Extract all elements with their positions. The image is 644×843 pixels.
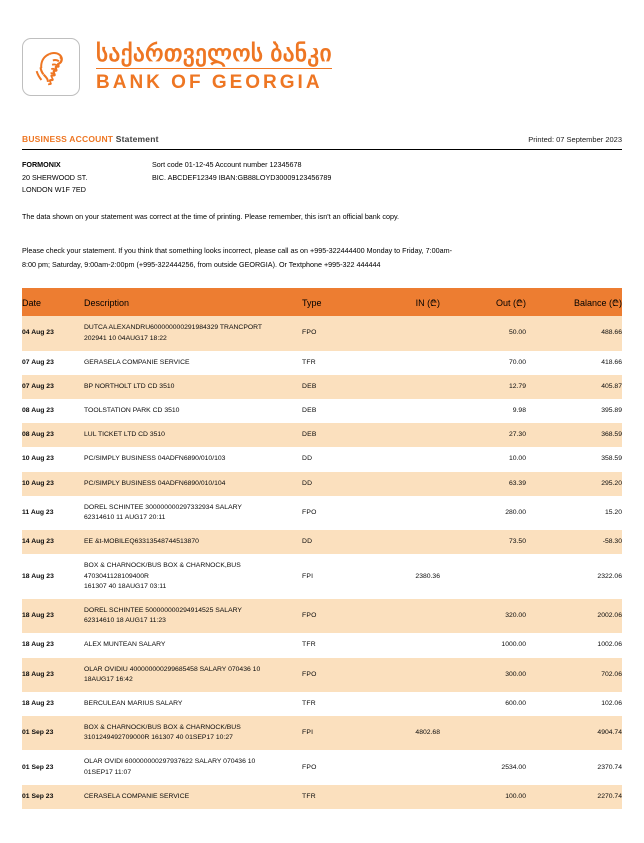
cell-description <box>84 375 302 399</box>
description-line-1: OLAR OVIDIU 400000000299685458 SALARY 070436 10 <box>84 665 261 673</box>
cell-balance: 2270.74 <box>526 785 622 809</box>
brand-name-georgian: საქართველოს ბანკი <box>96 39 333 66</box>
cell-description <box>84 423 302 447</box>
description-line-1: EE &t-MOBILEQ63313548744513870 <box>84 538 199 546</box>
description-line-1: DOREL SCHINTEE 300000000297332934 SALARY <box>84 503 242 511</box>
description-line-1: PC/SIMPLY BUSINESS 04ADFN6890/010/104 <box>84 479 226 487</box>
cell-date: 10 Aug 23 <box>22 447 84 471</box>
description-line-1: CERASELA COMPANIE SERVICE <box>84 792 190 800</box>
cell-in <box>354 750 440 784</box>
cell-date: 18 Aug 23 <box>22 633 84 657</box>
cell-description <box>84 530 302 554</box>
table-row[interactable] <box>22 716 622 750</box>
lion-logo-icon <box>22 38 80 96</box>
cell-description <box>84 785 302 809</box>
description-line-1: OLAR OVIDI 600000000297937622 SALARY 070436 10 <box>84 758 256 766</box>
cell-description <box>84 554 302 599</box>
table-row[interactable] <box>22 423 622 447</box>
cell-type: FPI <box>302 554 354 599</box>
description-line-1: PC/SIMPLY BUSINESS 04ADFN6890/010/103 <box>84 455 226 463</box>
cell-date: 01 Sep 23 <box>22 785 84 809</box>
cell-description <box>84 599 302 633</box>
transactions-table-head <box>22 288 622 316</box>
cell-in <box>354 530 440 554</box>
cell-description <box>84 316 302 350</box>
cell-in <box>354 785 440 809</box>
cell-out: 2534.00 <box>440 750 526 784</box>
cell-type: FPO <box>302 750 354 784</box>
cell-in: 4802.68 <box>354 716 440 750</box>
cell-balance: 2002.06 <box>526 599 622 633</box>
contact-notice <box>22 244 622 272</box>
brand-wordmark <box>96 39 333 94</box>
cell-type: FPO <box>302 658 354 692</box>
cell-out: 9.98 <box>440 399 526 423</box>
description-line-1: BOX & CHARNOCK/BUS BOX & CHARNOCK,BUS 4703041128109400R <box>84 562 241 580</box>
column-header-in[interactable]: IN (₾) <box>354 288 440 316</box>
column-header-out[interactable]: Out (₾) <box>440 288 526 316</box>
cell-balance: 2370.74 <box>526 750 622 784</box>
description-line-2: 161307 40 18AUG17 03:11 <box>84 582 167 590</box>
cell-in <box>354 472 440 496</box>
cell-in <box>354 633 440 657</box>
sort-code-and-account-number: Sort code 01-12-45 Account number 12345678 <box>152 160 302 169</box>
brand-name-english: BANK OF GEORGIA <box>96 72 323 94</box>
printed-date: Printed: 07 September 2023 <box>528 135 622 144</box>
cell-type: TFR <box>302 785 354 809</box>
cell-type: TFR <box>302 692 354 716</box>
table-row[interactable] <box>22 750 622 784</box>
description-line-1: BOX & CHARNOCK/BUS BOX & CHARNOCK/BUS <box>84 724 241 732</box>
cell-out: 70.00 <box>440 351 526 375</box>
description-line-2: 3101249492709000R 161307 40 01SEP17 10:27 <box>84 734 233 742</box>
bic-and-iban: BIC. ABCDEF12349 IBAN:GB88LOYD30009123456789 <box>152 172 332 182</box>
cell-out: 280.00 <box>440 496 526 530</box>
cell-type: FPO <box>302 599 354 633</box>
cell-type: DD <box>302 530 354 554</box>
transactions-table <box>22 288 622 809</box>
cell-date: 07 Aug 23 <box>22 351 84 375</box>
transactions-table-body <box>22 316 622 809</box>
cell-date: 10 Aug 23 <box>22 472 84 496</box>
cell-in <box>354 351 440 375</box>
column-header-balance[interactable]: Balance (₾) <box>526 288 622 316</box>
cell-out: 10.00 <box>440 447 526 471</box>
table-row[interactable] <box>22 554 622 599</box>
cell-type: TFR <box>302 351 354 375</box>
page-title <box>22 134 159 144</box>
cell-out: 1000.00 <box>440 633 526 657</box>
cell-description <box>84 351 302 375</box>
table-header-row <box>22 288 622 316</box>
cell-balance: 395.89 <box>526 399 622 423</box>
cell-balance: 358.59 <box>526 447 622 471</box>
description-line-2: 62314610 11 AUG17 20:11 <box>84 514 166 522</box>
table-row[interactable] <box>22 692 622 716</box>
account-details <box>22 159 622 197</box>
cell-type: DEB <box>302 423 354 447</box>
table-row[interactable] <box>22 530 622 554</box>
column-header-type[interactable]: Type <box>302 288 354 316</box>
table-row[interactable] <box>22 785 622 809</box>
description-line-1: TOOLSTATION PARK CD 3510 <box>84 407 180 415</box>
cell-date: 14 Aug 23 <box>22 530 84 554</box>
description-line-1: LUL TICKET LTD CD 3510 <box>84 431 165 439</box>
cell-in <box>354 599 440 633</box>
bank-logo-header <box>22 0 622 106</box>
cell-description <box>84 447 302 471</box>
table-row[interactable] <box>22 472 622 496</box>
description-line-1: DUTCA ALEXANDRU600000000291984329 TRANCPORT <box>84 324 263 332</box>
table-row[interactable] <box>22 399 622 423</box>
title-divider <box>22 149 622 150</box>
table-row[interactable] <box>22 633 622 657</box>
cell-date: 18 Aug 23 <box>22 554 84 599</box>
cell-out: 100.00 <box>440 785 526 809</box>
cell-balance: 368.59 <box>526 423 622 447</box>
printing-notice: The data shown on your statement was correct at the time of printing. Please remember, this isn't an official bank copy. <box>22 211 400 221</box>
description-line-2: 202941 10 04AUG17 18:22 <box>84 334 167 342</box>
description-line-1: BP NORTHOLT LTD CD 3510 <box>84 382 175 390</box>
cell-type: FPO <box>302 316 354 350</box>
cell-date: 08 Aug 23 <box>22 399 84 423</box>
cell-out: 300.00 <box>440 658 526 692</box>
cell-balance: 295.20 <box>526 472 622 496</box>
description-line-2: 18AUG17 16:42 <box>84 675 133 683</box>
cell-date: 04 Aug 23 <box>22 316 84 350</box>
cell-description <box>84 716 302 750</box>
cell-type: DEB <box>302 399 354 423</box>
cell-type: FPO <box>302 496 354 530</box>
account-address <box>22 159 152 197</box>
cell-in <box>354 316 440 350</box>
cell-out <box>440 554 526 599</box>
cell-date: 07 Aug 23 <box>22 375 84 399</box>
cell-balance: 405.87 <box>526 375 622 399</box>
cell-balance: 15.20 <box>526 496 622 530</box>
cell-date: 18 Aug 23 <box>22 599 84 633</box>
table-row[interactable] <box>22 375 622 399</box>
cell-out: 63.39 <box>440 472 526 496</box>
table-row[interactable] <box>22 316 622 350</box>
cell-date: 11 Aug 23 <box>22 496 84 530</box>
description-line-2: 62314610 18 AUG17 11:23 <box>84 617 166 625</box>
description-line-1: ALEX MUNTEAN SALARY <box>84 641 166 649</box>
cell-type: FPI <box>302 716 354 750</box>
cell-out: 600.00 <box>440 692 526 716</box>
statement-title-row <box>22 134 622 144</box>
account-address-line-2: LONDON W1F 7ED <box>22 185 86 195</box>
cell-out: 73.50 <box>440 530 526 554</box>
cell-date: 01 Sep 23 <box>22 716 84 750</box>
cell-balance: 102.06 <box>526 692 622 716</box>
cell-balance: -58.30 <box>526 530 622 554</box>
account-address-line-1: 20 SHERWOOD ST. <box>22 172 88 182</box>
cell-out: 27.30 <box>440 423 526 447</box>
description-line-1: BERCULEAN MARIUS SALARY <box>84 699 183 707</box>
contact-notice-line-1: Please check your statement. If you think that something looks incorrect, please call as on +995-322444400 Monday to Friday, 7:00am- <box>22 246 452 256</box>
cell-out <box>440 716 526 750</box>
cell-in <box>354 423 440 447</box>
cell-balance: 2322.06 <box>526 554 622 599</box>
cell-in: 2380.36 <box>354 554 440 599</box>
cell-type: TFR <box>302 633 354 657</box>
account-identifiers <box>152 159 622 197</box>
cell-balance: 702.06 <box>526 658 622 692</box>
column-header-description[interactable]: Description <box>84 288 302 316</box>
cell-balance: 418.66 <box>526 351 622 375</box>
cell-out: 320.00 <box>440 599 526 633</box>
table-row[interactable] <box>22 496 622 530</box>
cell-date: 08 Aug 23 <box>22 423 84 447</box>
table-row[interactable] <box>22 351 622 375</box>
cell-in <box>354 692 440 716</box>
cell-out: 12.79 <box>440 375 526 399</box>
cell-balance: 488.66 <box>526 316 622 350</box>
cell-description <box>84 496 302 530</box>
cell-balance: 4904.74 <box>526 716 622 750</box>
statement-title-suffix: Statement <box>115 134 159 144</box>
column-header-date[interactable]: Date <box>22 288 84 316</box>
description-line-1: GERASELA COMPANIE SERVICE <box>84 358 190 366</box>
brand-divider <box>96 68 332 70</box>
cell-type: DD <box>302 447 354 471</box>
cell-date: 18 Aug 23 <box>22 692 84 716</box>
statement-title-main: BUSINESS ACCOUNT <box>22 134 116 144</box>
transactions-table-wrapper <box>22 288 622 809</box>
description-line-1: DOREL SCHINTEE 500000000294914525 SALARY <box>84 606 242 614</box>
table-row[interactable] <box>22 658 622 692</box>
cell-description <box>84 750 302 784</box>
cell-in <box>354 375 440 399</box>
contact-notice-line-2: 8:00 pm; Saturday, 9:00am-2:00pm (+995-322444256, from outside GEORGIA). Or Textphone +995-322 444444 <box>22 260 381 270</box>
account-holder-name: FORMONIX <box>22 160 61 169</box>
cell-description <box>84 658 302 692</box>
cell-in <box>354 399 440 423</box>
cell-in <box>354 658 440 692</box>
description-line-2: 01SEP17 11:07 <box>84 768 132 776</box>
cell-type: DEB <box>302 375 354 399</box>
cell-description <box>84 399 302 423</box>
table-row[interactable] <box>22 599 622 633</box>
cell-type: DD <box>302 472 354 496</box>
cell-in <box>354 447 440 471</box>
cell-date: 01 Sep 23 <box>22 750 84 784</box>
cell-out: 50.00 <box>440 316 526 350</box>
cell-date: 18 Aug 23 <box>22 658 84 692</box>
cell-description <box>84 692 302 716</box>
cell-in <box>354 496 440 530</box>
cell-balance: 1002.06 <box>526 633 622 657</box>
cell-description <box>84 633 302 657</box>
table-row[interactable] <box>22 447 622 471</box>
cell-description <box>84 472 302 496</box>
